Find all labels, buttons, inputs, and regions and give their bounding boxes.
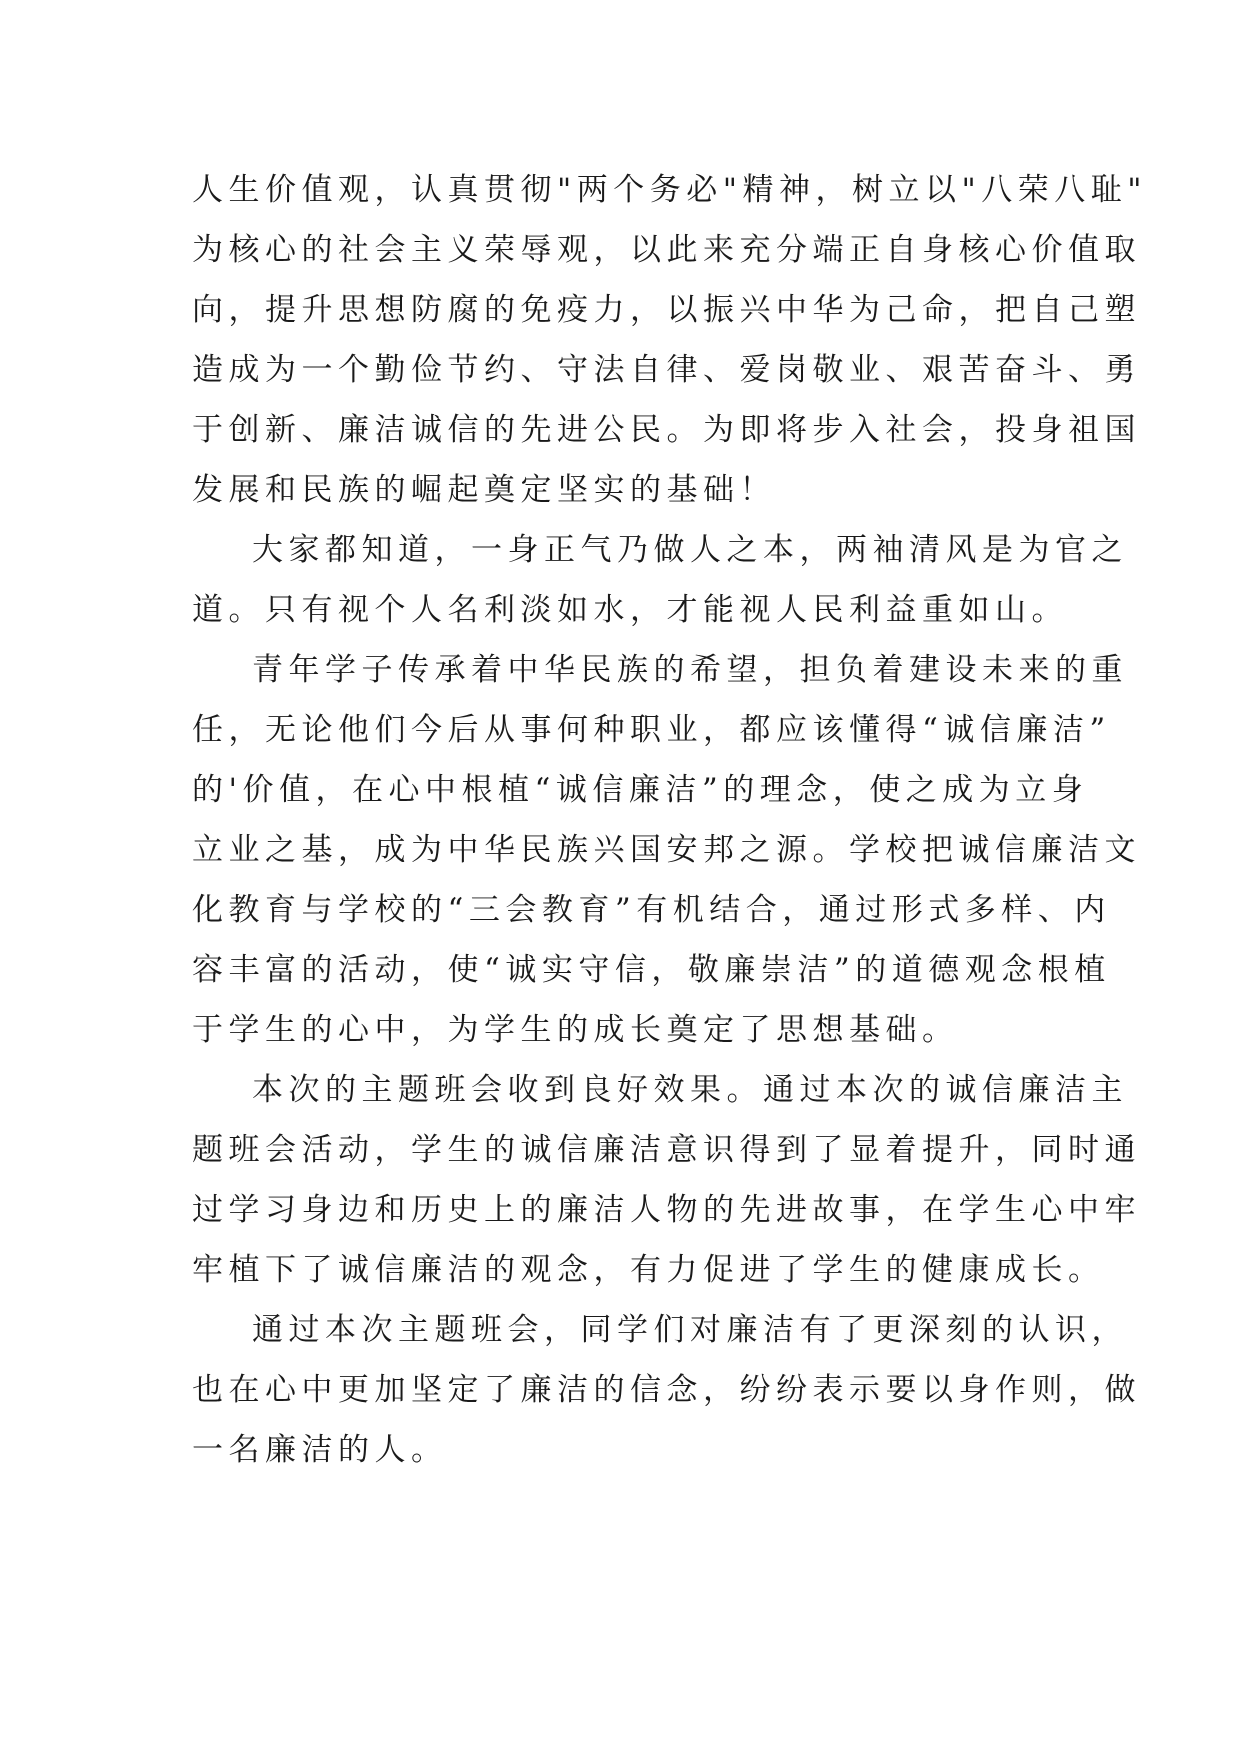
text-line: 容丰富的活动，使“诚实守信，敬廉崇洁”的道德观念根植 [192,952,1111,988]
text-line: 化教育与学校的“三会教育”有机结合，通过形式多样、内 [192,892,1111,928]
text-line: 也在心中更加坚定了廉洁的信念，纷纷表示要以身作则，做 [192,1372,1141,1408]
paragraph-start-line: 本次的主题班会收到良好效果。通过本次的诚信廉洁主 [252,1072,1128,1108]
paragraph-start-line: 青年学子传承着中华民族的希望，担负着建设未来的重 [252,652,1128,688]
text-line: 牢植下了诚信廉洁的观念，有力促进了学生的健康成长。 [192,1252,1105,1288]
text-line: 过学习身边和历史上的廉洁人物的先进故事，在学生心中牢 [192,1192,1141,1228]
document-body [192,160,1148,1480]
text-line: 为核心的社会主义荣辱观，以此来充分端正自身核心价值取 [192,232,1141,268]
text-line: 题班会活动，学生的诚信廉洁意识得到了显着提升，同时通 [192,1132,1141,1168]
text-line: 的'价值，在心中根植“诚信廉洁”的理念，使之成为立身 [192,772,1089,808]
paragraph-start-line: 大家都知道，一身正气乃做人之本，两袖清风是为官之 [252,532,1128,568]
text-line: 一名廉洁的人。 [192,1432,448,1468]
text-line: 于创新、廉洁诚信的先进公民。为即将步入社会，投身祖国 [192,412,1141,448]
text-line: 发展和民族的崛起奠定坚实的基础！ [192,472,776,508]
text-line: 造成为一个勤俭节约、守法自律、爱岗敬业、艰苦奋斗、勇 [192,352,1141,388]
text-line: 立业之基，成为中华民族兴国安邦之源。学校把诚信廉洁文 [192,832,1141,868]
text-line: 于学生的心中，为学生的成长奠定了思想基础。 [192,1012,959,1048]
text-line: 任，无论他们今后从事何种职业，都应该懂得“诚信廉洁” [192,712,1111,748]
paragraph-start-line: 通过本次主题班会，同学们对廉洁有了更深刻的认识， [252,1312,1128,1348]
text-line: 道。只有视个人名利淡如水，才能视人民利益重如山。 [192,592,1068,628]
text-line: 人生价值观，认真贯彻"两个务必"精神，树立以"八荣八耻" [192,172,1148,208]
text-line: 向，提升思想防腐的免疫力，以振兴中华为己命，把自己塑 [192,292,1141,328]
